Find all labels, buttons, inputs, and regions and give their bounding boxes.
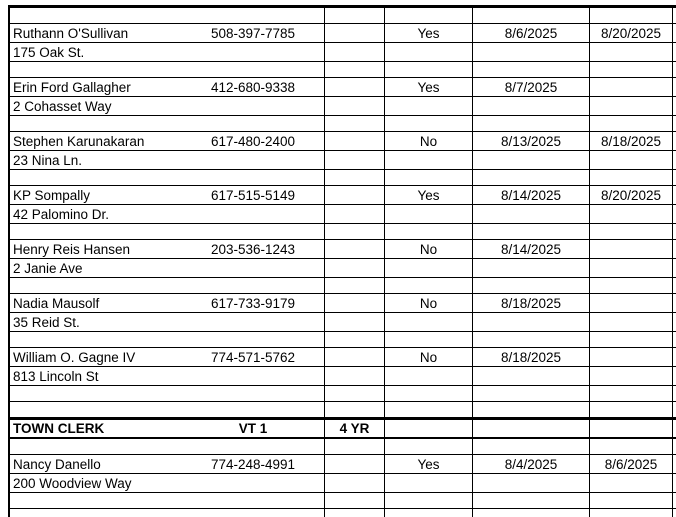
name-cell: KP Sompally bbox=[13, 187, 91, 203]
edge-stub-cell bbox=[672, 259, 676, 277]
yes-no-cell: No bbox=[384, 240, 472, 258]
col3-cell bbox=[324, 474, 384, 492]
name-cell bbox=[10, 170, 182, 185]
edge-stub-cell bbox=[672, 97, 676, 115]
edge-stub-cell bbox=[672, 455, 676, 473]
phone-cell bbox=[182, 205, 324, 223]
section-header-row bbox=[10, 418, 676, 439]
date1-cell bbox=[472, 474, 589, 492]
section-title-cell: TOWN CLERK bbox=[13, 421, 105, 436]
phone-cell: 412-680-9338 bbox=[210, 79, 296, 95]
phone-cell bbox=[182, 151, 324, 169]
edge-stub-cell bbox=[672, 170, 676, 185]
blank-row bbox=[10, 62, 676, 78]
yes-no-cell bbox=[384, 170, 472, 185]
col3-cell bbox=[324, 205, 384, 223]
name-cell bbox=[10, 62, 182, 77]
name-cell bbox=[10, 439, 182, 454]
name-cell: 175 Oak St. bbox=[13, 44, 85, 60]
phone-cell: 617-515-5149 bbox=[210, 187, 296, 203]
yes-no-cell bbox=[384, 402, 472, 417]
date1-cell bbox=[472, 493, 589, 508]
blank-row bbox=[10, 509, 676, 517]
candidate-row bbox=[10, 24, 676, 43]
phone-cell: 617-733-9179 bbox=[210, 295, 296, 311]
edge-stub-cell bbox=[672, 278, 676, 293]
col3-cell bbox=[324, 259, 384, 277]
yes-no-cell bbox=[384, 386, 472, 401]
yes-no-cell: No bbox=[384, 132, 472, 150]
phone-cell bbox=[182, 332, 324, 347]
date2-cell bbox=[589, 420, 672, 437]
date2-cell bbox=[589, 348, 672, 366]
date1-cell bbox=[472, 205, 589, 223]
date2-cell bbox=[589, 170, 672, 185]
address-row bbox=[10, 97, 676, 116]
date1-cell bbox=[472, 367, 589, 385]
col3-cell bbox=[324, 367, 384, 385]
address-row bbox=[10, 259, 676, 278]
yes-no-cell: No bbox=[384, 294, 472, 312]
date2-cell bbox=[589, 205, 672, 223]
date1-cell bbox=[472, 509, 589, 517]
yes-no-cell bbox=[384, 367, 472, 385]
name-cell: Henry Reis Hansen bbox=[13, 241, 131, 257]
phone-cell bbox=[182, 439, 324, 454]
col3-cell bbox=[324, 170, 384, 185]
name-cell bbox=[10, 278, 182, 293]
phone-cell bbox=[182, 62, 324, 77]
yes-no-cell bbox=[384, 62, 472, 77]
phone-cell bbox=[182, 97, 324, 115]
phone-cell: 508-397-7785 bbox=[210, 25, 296, 41]
col3-cell bbox=[324, 332, 384, 347]
edge-stub-cell bbox=[672, 240, 676, 258]
col3-cell bbox=[324, 151, 384, 169]
yes-no-cell: Yes bbox=[384, 455, 472, 473]
name-cell bbox=[10, 386, 182, 401]
date1-cell bbox=[472, 151, 589, 169]
date2-cell bbox=[589, 509, 672, 517]
phone-cell: 203-536-1243 bbox=[210, 241, 296, 257]
date2-cell bbox=[589, 62, 672, 77]
col3-cell bbox=[324, 240, 384, 258]
date1-cell: 8/18/2025 bbox=[472, 294, 589, 312]
date2-cell: 8/20/2025 bbox=[589, 186, 672, 204]
date1-cell: 8/18/2025 bbox=[472, 348, 589, 366]
address-row bbox=[10, 313, 676, 332]
date2-cell: 8/20/2025 bbox=[589, 24, 672, 42]
address-row bbox=[10, 474, 676, 493]
yes-no-cell: Yes bbox=[384, 186, 472, 204]
candidate-row bbox=[10, 455, 676, 474]
yes-no-cell bbox=[384, 439, 472, 454]
phone-cell bbox=[182, 8, 324, 23]
blank-row bbox=[10, 170, 676, 186]
blank-row bbox=[10, 493, 676, 509]
edge-stub-cell bbox=[672, 367, 676, 385]
name-cell bbox=[10, 332, 182, 347]
date2-cell bbox=[589, 278, 672, 293]
name-cell: Ruthann O'Sullivan bbox=[13, 25, 129, 41]
col3-cell bbox=[324, 386, 384, 401]
date1-cell bbox=[472, 278, 589, 293]
yes-no-cell bbox=[384, 205, 472, 223]
date1-cell bbox=[472, 97, 589, 115]
edge-stub-cell bbox=[672, 294, 676, 312]
date2-cell bbox=[589, 439, 672, 454]
address-row bbox=[10, 367, 676, 386]
candidate-row bbox=[10, 294, 676, 313]
col3-cell bbox=[324, 186, 384, 204]
date1-cell bbox=[472, 332, 589, 347]
yes-no-cell: Yes bbox=[384, 24, 472, 42]
phone-cell bbox=[182, 493, 324, 508]
name-cell: Nadia Mausolf bbox=[13, 295, 100, 311]
address-row bbox=[10, 43, 676, 62]
edge-stub-cell bbox=[672, 186, 676, 204]
name-cell bbox=[10, 493, 182, 508]
date2-cell bbox=[589, 313, 672, 331]
nomination-roster-table bbox=[8, 5, 676, 517]
name-cell: 2 Janie Ave bbox=[13, 260, 83, 276]
date2-cell bbox=[589, 43, 672, 61]
blank-row bbox=[10, 278, 676, 294]
date2-cell bbox=[589, 474, 672, 492]
phone-cell bbox=[182, 386, 324, 401]
col3-cell bbox=[324, 62, 384, 77]
candidate-row bbox=[10, 132, 676, 151]
date1-cell bbox=[472, 313, 589, 331]
date2-cell: 8/18/2025 bbox=[589, 132, 672, 150]
date2-cell bbox=[589, 367, 672, 385]
name-cell bbox=[10, 509, 182, 517]
yes-no-cell bbox=[384, 493, 472, 508]
col3-cell bbox=[324, 294, 384, 312]
blank-row bbox=[10, 116, 676, 132]
phone-cell: 774-571-5762 bbox=[210, 349, 296, 365]
name-cell bbox=[10, 402, 182, 417]
address-row bbox=[10, 151, 676, 170]
col3-cell bbox=[324, 43, 384, 61]
name-cell: 200 Woodview Way bbox=[13, 475, 132, 491]
date1-cell bbox=[472, 116, 589, 131]
col3-cell bbox=[324, 455, 384, 473]
edge-stub-cell bbox=[672, 348, 676, 366]
date2-cell: 8/6/2025 bbox=[589, 455, 672, 473]
col3-cell bbox=[324, 116, 384, 131]
yes-no-cell bbox=[384, 8, 472, 23]
date2-cell bbox=[589, 402, 672, 417]
phone-cell: 617-480-2400 bbox=[210, 133, 296, 149]
blank-row bbox=[10, 224, 676, 240]
date2-cell bbox=[589, 224, 672, 239]
col3-cell bbox=[324, 224, 384, 239]
yes-no-cell: Yes bbox=[384, 78, 472, 96]
edge-stub-cell bbox=[672, 62, 676, 77]
yes-no-cell bbox=[384, 259, 472, 277]
candidate-row bbox=[10, 186, 676, 205]
edge-stub-cell bbox=[672, 151, 676, 169]
col3-cell bbox=[324, 493, 384, 508]
date2-cell bbox=[589, 332, 672, 347]
edge-stub-cell bbox=[672, 493, 676, 508]
yes-no-cell bbox=[384, 474, 472, 492]
edge-stub-cell bbox=[672, 132, 676, 150]
name-cell: Nancy Danello bbox=[13, 456, 101, 472]
phone-cell bbox=[182, 170, 324, 185]
date2-cell bbox=[589, 493, 672, 508]
yes-no-cell bbox=[384, 43, 472, 61]
candidate-row bbox=[10, 78, 676, 97]
name-cell bbox=[10, 116, 182, 131]
yes-no-cell bbox=[384, 116, 472, 131]
phone-cell bbox=[182, 43, 324, 61]
edge-stub-cell bbox=[672, 78, 676, 96]
candidate-row bbox=[10, 240, 676, 259]
date2-cell bbox=[589, 294, 672, 312]
edge-stub-cell bbox=[672, 224, 676, 239]
date2-cell bbox=[589, 386, 672, 401]
date2-cell bbox=[589, 8, 672, 23]
phone-cell bbox=[182, 313, 324, 331]
edge-stub-cell bbox=[672, 24, 676, 42]
name-cell: Stephen Karunakaran bbox=[13, 133, 145, 149]
col3-cell bbox=[324, 509, 384, 517]
name-cell bbox=[10, 224, 182, 239]
yes-no-cell bbox=[384, 278, 472, 293]
date1-cell bbox=[472, 402, 589, 417]
edge-stub-cell bbox=[672, 420, 676, 437]
blank-row bbox=[10, 386, 676, 402]
name-cell: Erin Ford Gallagher bbox=[13, 79, 131, 95]
date2-cell bbox=[589, 97, 672, 115]
name-cell: 813 Lincoln St bbox=[13, 368, 99, 384]
blank-row bbox=[10, 332, 676, 348]
yes-no-cell bbox=[384, 313, 472, 331]
blank-row bbox=[10, 439, 676, 455]
date1-cell bbox=[472, 420, 589, 437]
name-cell: 35 Reid St. bbox=[13, 314, 80, 330]
edge-stub-cell bbox=[672, 386, 676, 401]
col3-cell bbox=[324, 348, 384, 366]
yes-no-cell bbox=[384, 151, 472, 169]
candidate-row bbox=[10, 348, 676, 367]
blank-row bbox=[10, 402, 676, 418]
name-cell: 2 Cohasset Way bbox=[13, 98, 112, 114]
col3-cell bbox=[324, 313, 384, 331]
yes-no-cell bbox=[384, 509, 472, 517]
phone-cell: VT 1 bbox=[238, 421, 268, 436]
edge-stub-cell bbox=[672, 402, 676, 417]
name-cell: William O. Gagne IV bbox=[13, 349, 136, 365]
date2-cell bbox=[589, 78, 672, 96]
edge-stub-cell bbox=[672, 43, 676, 61]
name-cell: 42 Palomino Dr. bbox=[13, 206, 110, 222]
col3-cell bbox=[324, 24, 384, 42]
phone-cell bbox=[182, 474, 324, 492]
date1-cell: 8/6/2025 bbox=[472, 24, 589, 42]
date1-cell bbox=[472, 62, 589, 77]
date2-cell bbox=[589, 151, 672, 169]
col3-cell bbox=[324, 8, 384, 23]
date1-cell bbox=[472, 8, 589, 23]
yes-no-cell bbox=[384, 420, 472, 437]
col3-cell bbox=[324, 439, 384, 454]
date1-cell bbox=[472, 224, 589, 239]
phone-cell bbox=[182, 116, 324, 131]
edge-stub-cell bbox=[672, 474, 676, 492]
phone-cell bbox=[182, 224, 324, 239]
date2-cell bbox=[589, 116, 672, 131]
edge-stub-cell bbox=[672, 313, 676, 331]
col3-cell: 4 YR bbox=[324, 420, 384, 437]
date1-cell bbox=[472, 43, 589, 61]
yes-no-cell bbox=[384, 224, 472, 239]
date1-cell bbox=[472, 170, 589, 185]
name-cell bbox=[10, 8, 182, 23]
edge-stub-cell bbox=[672, 116, 676, 131]
date1-cell: 8/14/2025 bbox=[472, 240, 589, 258]
date2-cell bbox=[589, 240, 672, 258]
date1-cell: 8/13/2025 bbox=[472, 132, 589, 150]
date2-cell bbox=[589, 259, 672, 277]
col3-cell bbox=[324, 97, 384, 115]
edge-stub-cell bbox=[672, 205, 676, 223]
address-row bbox=[10, 205, 676, 224]
phone-cell: 774-248-4991 bbox=[210, 456, 296, 472]
phone-cell bbox=[182, 509, 324, 517]
col3-cell bbox=[324, 78, 384, 96]
yes-no-cell bbox=[384, 97, 472, 115]
col3-cell bbox=[324, 402, 384, 417]
blank-row bbox=[10, 8, 676, 24]
edge-stub-cell bbox=[672, 332, 676, 347]
date1-cell bbox=[472, 386, 589, 401]
phone-cell bbox=[182, 259, 324, 277]
date1-cell: 8/4/2025 bbox=[472, 455, 589, 473]
col3-cell bbox=[324, 132, 384, 150]
name-cell: 23 Nina Ln. bbox=[13, 152, 83, 168]
col3-cell bbox=[324, 278, 384, 293]
edge-stub-cell bbox=[672, 509, 676, 517]
phone-cell bbox=[182, 367, 324, 385]
edge-stub-cell bbox=[672, 439, 676, 454]
yes-no-cell: No bbox=[384, 348, 472, 366]
date1-cell: 8/14/2025 bbox=[472, 186, 589, 204]
phone-cell bbox=[182, 402, 324, 417]
date1-cell bbox=[472, 439, 589, 454]
date1-cell bbox=[472, 259, 589, 277]
edge-stub-cell bbox=[672, 8, 676, 23]
phone-cell bbox=[182, 278, 324, 293]
date1-cell: 8/7/2025 bbox=[472, 78, 589, 96]
yes-no-cell bbox=[384, 332, 472, 347]
